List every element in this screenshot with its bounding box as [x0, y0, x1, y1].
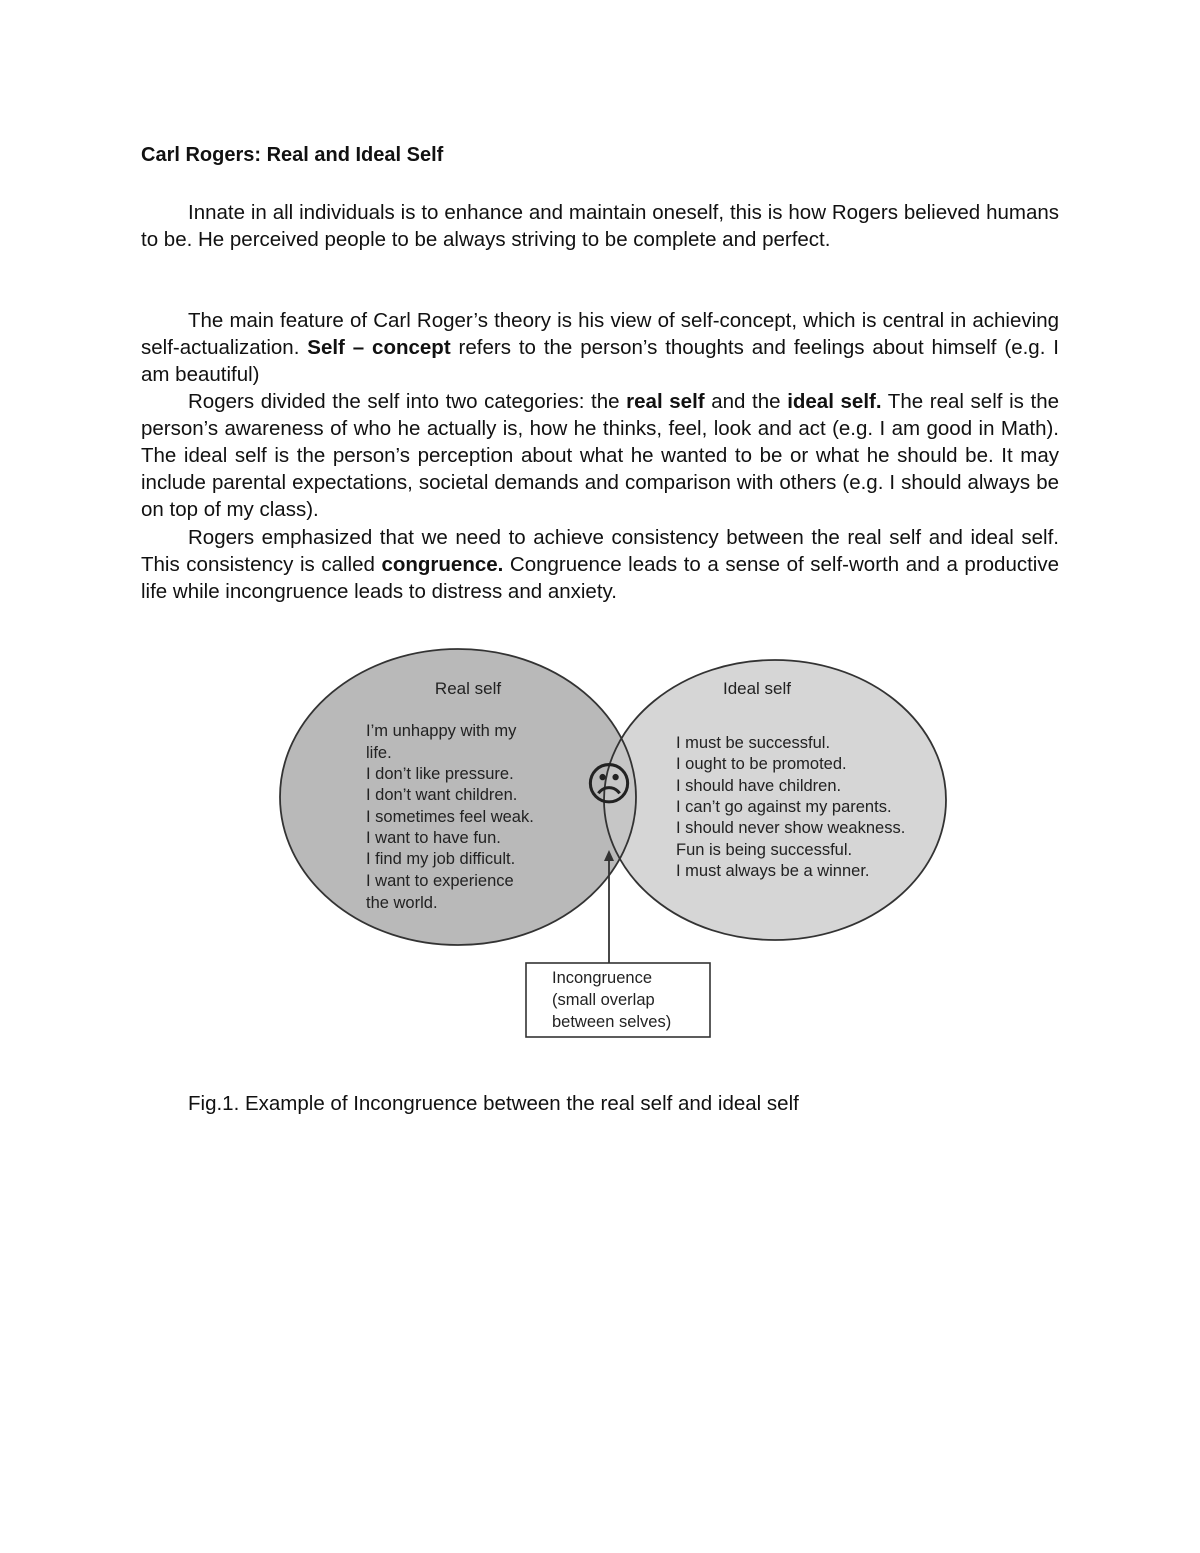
paragraph-real-ideal-part3: The real self is the person’s awareness of who he actually is, how he thinks, feel, look and act (e.g. I am good in Math). The ideal self is the person’s perception about what he wanted to be or what he should be. It may include parental expectations, societal demands and comparison with others (e.g. I should always be on top of my class).: [141, 390, 1060, 521]
incongruence-label-line: between selves): [552, 1013, 672, 1031]
figure-caption: Fig.1. Example of Incongruence between the real self and ideal self: [188, 1092, 799, 1115]
paragraph-real-ideal-part2: and the: [704, 390, 788, 413]
real-self-line: life.: [366, 744, 392, 762]
page-title: Carl Rogers: Real and Ideal Self: [141, 144, 444, 166]
term-real-self: real self: [626, 390, 705, 413]
real-self-line: the world.: [366, 894, 438, 912]
real-self-line: I want to have fun.: [366, 829, 501, 847]
ideal-self-line: I can’t go against my parents.: [676, 798, 892, 816]
real-self-line: I’m unhappy with my: [366, 722, 517, 740]
venn-diagram-figure: [270, 645, 960, 1045]
paragraph-congruence-part2: Congruence leads to a sense of self-worth and a productive life while incongruence leads to distress and anxiety.: [141, 553, 1059, 603]
paragraph-real-ideal-part1: Rogers divided the self into two categories: the: [188, 390, 627, 413]
ideal-self-line: I should never show weakness.: [676, 819, 906, 837]
real-self-line: I don’t want children.: [366, 786, 518, 804]
term-self-concept: Self – concept: [307, 336, 451, 359]
ideal-self-line: Fun is being successful.: [676, 841, 853, 859]
paragraph-self-concept-part1: The main feature of Carl Roger’s theory is his view of self-concept, which is central in achieving self-actualization.: [141, 309, 1059, 359]
incongruence-label-line: Incongruence: [552, 969, 652, 987]
venn-diagram: [270, 645, 960, 1045]
paragraph-congruence: [141, 524, 1059, 605]
real-self-line: I don’t like pressure.: [366, 765, 514, 783]
term-congruence: congruence.: [381, 553, 504, 576]
ideal-self-heading: Ideal self: [722, 679, 792, 698]
ideal-self-line: I ought to be promoted.: [676, 755, 847, 773]
paragraph-intro: [141, 199, 1059, 253]
real-self-heading: Real self: [434, 679, 502, 698]
real-self-line: I sometimes feel weak.: [366, 808, 534, 826]
paragraph-congruence-part1: Rogers emphasized that we need to achieve consistency between the real self and ideal self. This consistency is called: [141, 526, 1059, 576]
paragraph-intro-text: Innate in all individuals is to enhance and maintain oneself, this is how Rogers believed humans to be. He perceived people to be always striving to be complete and perfect.: [141, 201, 1059, 251]
paragraph-self-concept: [141, 307, 1059, 388]
paragraph-real-ideal: [141, 388, 1059, 523]
ideal-self-line: I must be successful.: [676, 734, 831, 752]
sad-face-icon: ☹: [585, 758, 633, 810]
incongruence-label-line: (small overlap: [552, 991, 655, 1009]
paragraph-self-concept-part2: refers to the person’s thoughts and feelings about himself (e.g. I am beautiful): [141, 336, 1059, 386]
ideal-self-line: I must always be a winner.: [676, 862, 870, 880]
ideal-self-line: I should have children.: [676, 777, 842, 795]
real-self-line: I find my job difficult.: [366, 850, 516, 868]
real-self-line: I want to experience: [366, 872, 514, 890]
term-ideal-self: ideal self.: [787, 390, 882, 413]
